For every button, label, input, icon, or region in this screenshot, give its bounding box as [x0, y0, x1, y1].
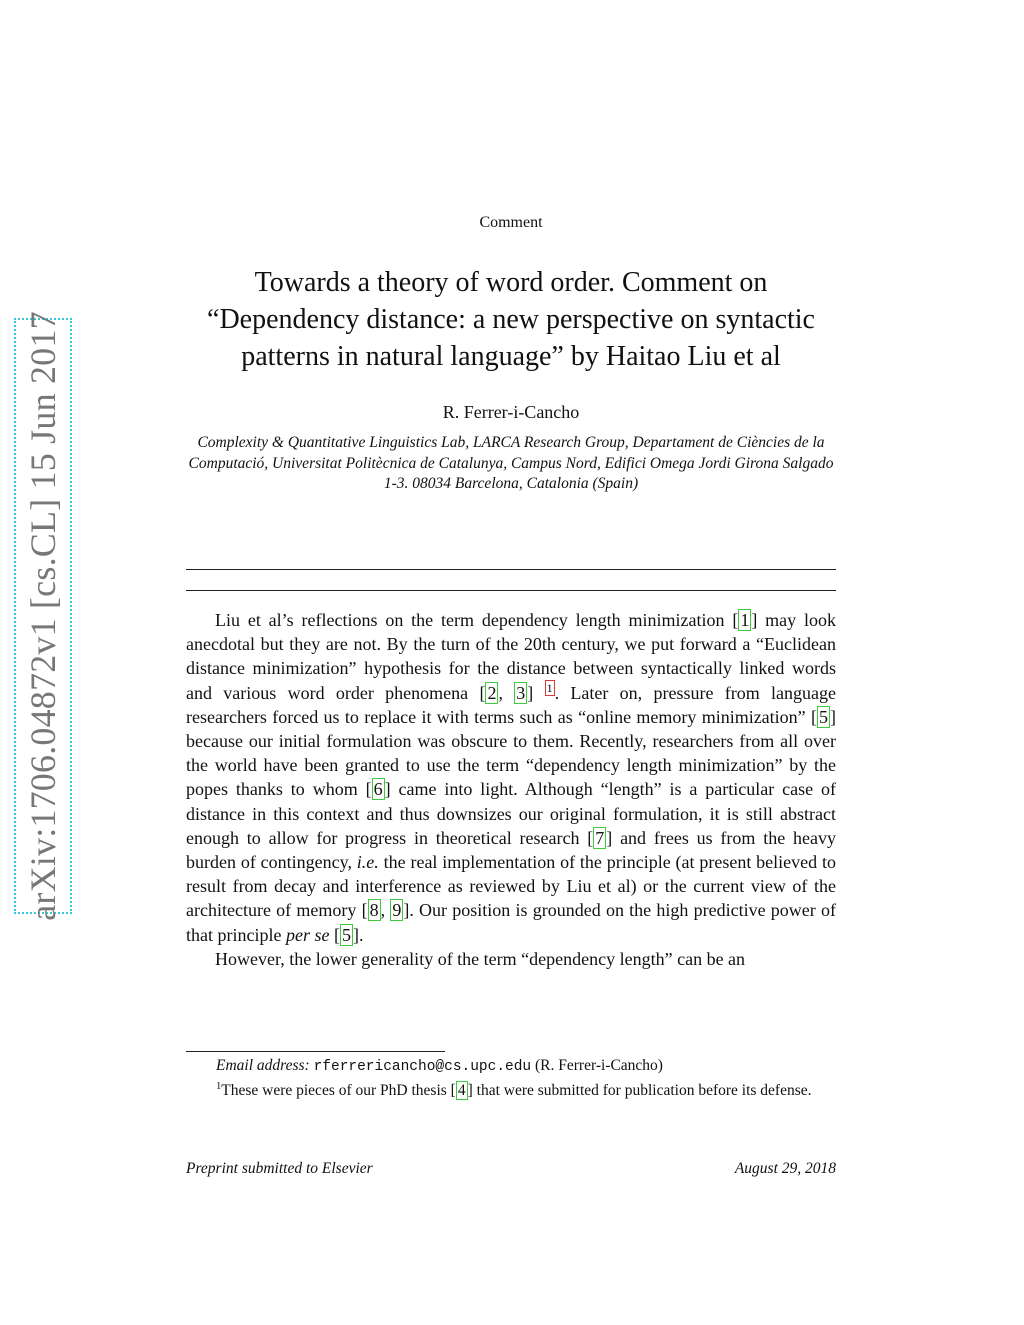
- arxiv-id[interactable]: arXiv:1706.04872v1 [cs.CL] 15 Jun 2017: [23, 311, 63, 921]
- footer-left: Preprint submitted to Elsevier: [186, 1160, 373, 1177]
- citation-link[interactable]: 6: [373, 779, 383, 800]
- header-label: Comment: [479, 214, 543, 231]
- affiliation: Complexity & Quantitative Linguistics Lab, LARCA Research Group, Departament de Ciències de la Computació, Universitat Politècnica de Catalunya, Campus Nord, Edifici Omega Jordi Girona Salgado 1-3. 08034 Barcelona, Catalonia (Spain): [188, 434, 834, 492]
- author: R. Ferrer-i-Cancho: [442, 402, 580, 422]
- footnote-1: $^1$These were pieces of our PhD thesis [ 4 ] that were submitted for publication before its defense.: [216, 1081, 812, 1100]
- paragraph-2: However, the lower generality of the term “dependency length” can be an: [215, 948, 746, 969]
- citation-link[interactable]: 5: [341, 924, 351, 945]
- citation-link[interactable]: 3: [516, 682, 526, 703]
- citation-link[interactable]: 2: [487, 682, 497, 703]
- page-footer: [186, 1160, 836, 1178]
- footnote-rule: [186, 1051, 445, 1052]
- citation-link[interactable]: 5: [819, 706, 828, 727]
- footnote-email: Email address: rferrericancho@cs.upc.edu (R. Ferrer-i-Cancho): [216, 1057, 663, 1075]
- divider: [186, 590, 836, 591]
- paper-title: Towards a theory of word order. Comment on “Dependency distance: a new perspective on syntactic patterns in natural language” by Haitao Liu et al: [207, 267, 815, 372]
- email-link[interactable]: rferrericancho@cs.upc.edu: [313, 1059, 532, 1075]
- footnote-link[interactable]: 1: [546, 680, 553, 695]
- paragraph-1: Liu et al’s reflections on the term dependency length minimization [ 1 ] may look anecdotal but they are not. By the turn of the 20th century, we put forward a “Euclidean distance minimization” hypothesis for the distance between syntactically linked words and various word order phenomena [ 2 , 3 ] $^1$ . Later on, pressure from language researchers forced us to replace it with terms such as “online memory minimization” [ 5 ] because our initial formulation was obscure to them. Recently, researchers from all over the world have been granted to use the term “dependency length minimization” by the popes thanks to whom [ 6 ] came into light. Although “length” is a particular case of distance in this context and thus downsizes our original formulation, it is still abstract enough to allow for progress in theoretical research [ 7 ] and frees us from the heavy burden of contingency, i.e. the real implementation of the principle (at present believed to result from decay and interference as reviewed by Liu et al) or the current view of the architecture of memory [ 8 , 9 ]. Our position is grounded on the high predictive power of that principle per se [ 5 ].: [186, 610, 837, 945]
- citation-link[interactable]: 4: [457, 1082, 466, 1100]
- arxiv-stamp[interactable]: [14, 311, 72, 921]
- citation-link[interactable]: 9: [392, 900, 402, 921]
- footnotes: [186, 1056, 836, 1102]
- citation-link[interactable]: 8: [369, 900, 379, 921]
- citation-link[interactable]: 7: [595, 827, 605, 848]
- footer-right: August 29, 2018: [734, 1160, 836, 1177]
- body-text: [186, 608, 836, 971]
- citation-link[interactable]: 1: [740, 610, 750, 630]
- divider: [186, 569, 836, 570]
